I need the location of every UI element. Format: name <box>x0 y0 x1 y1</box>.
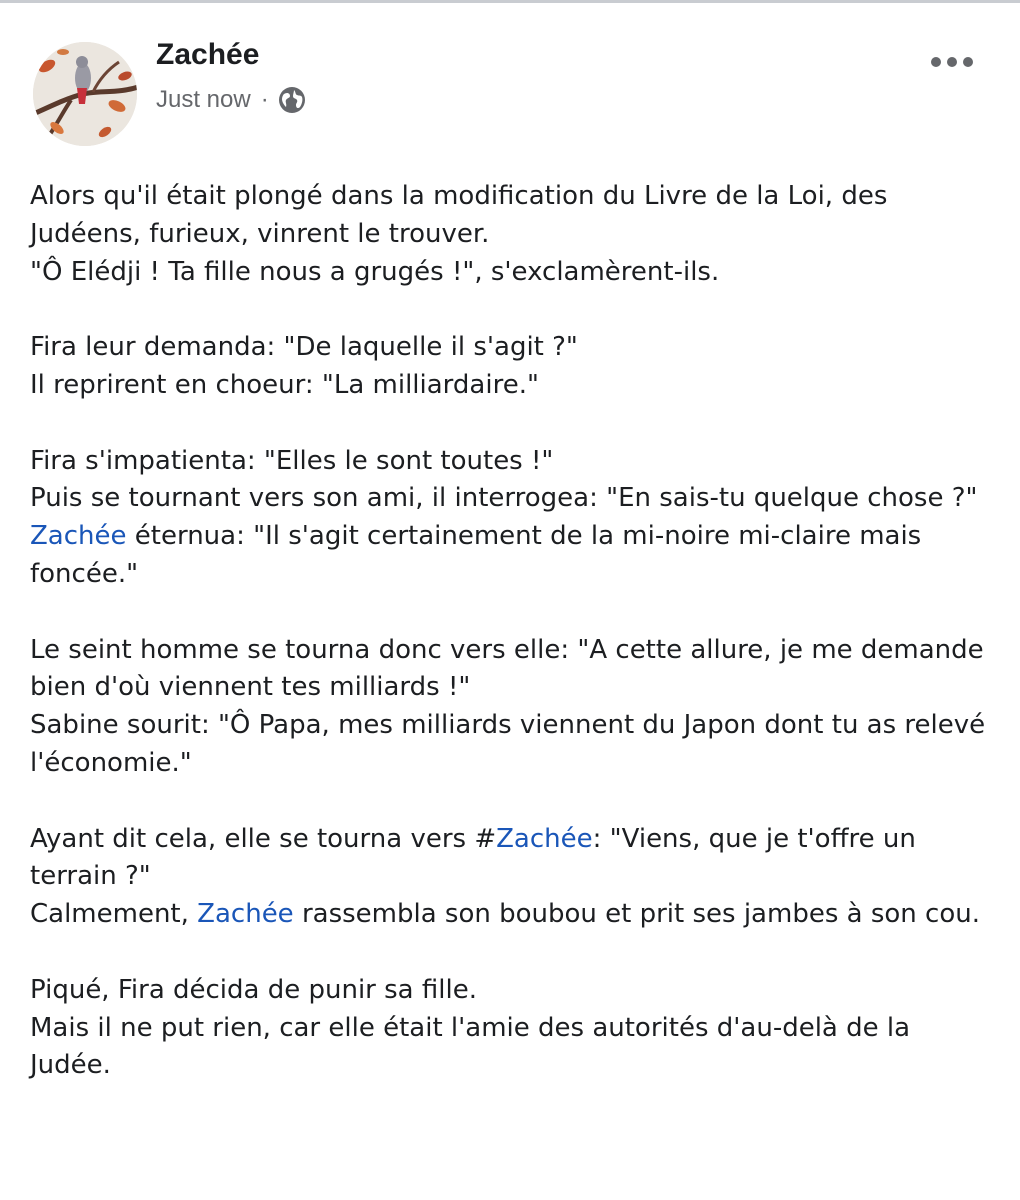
post-line <box>30 632 995 708</box>
text-segment: : "Viens, que je t'offre un terrain ?" <box>30 823 916 892</box>
avatar[interactable] <box>33 42 137 146</box>
post-line <box>30 367 995 405</box>
post-meta <box>156 84 307 116</box>
text-segment: Mais il ne put rien, car elle était l'amie des autorités d'au-delà de la Judée. <box>30 1012 911 1081</box>
text-segment: rassembla son boubou et prit ses jambes à son cou. <box>293 899 980 930</box>
post-timestamp[interactable]: Just now <box>156 86 251 113</box>
meta-separator: · <box>260 86 269 113</box>
more-options-icon <box>930 56 974 68</box>
post-paragraph <box>30 178 995 291</box>
text-segment: Puis se tournant vers son ami, il interrogea: "En sais-tu quelque chose ?" <box>30 483 978 514</box>
post-line <box>30 896 995 934</box>
post-line <box>30 518 995 594</box>
post-line <box>30 1010 995 1086</box>
post-line <box>30 329 995 367</box>
post-line <box>30 707 995 783</box>
text-segment: Ayant dit cela, elle se tourna vers <box>30 823 475 854</box>
post-paragraph <box>30 329 995 405</box>
post-line <box>30 254 995 292</box>
more-options-button[interactable] <box>922 50 982 74</box>
mention-link[interactable]: Zachée <box>197 899 294 930</box>
text-segment: Piqué, Fira décida de punir sa fille. <box>30 974 477 1005</box>
text-segment: Alors qu'il était plongé dans la modification du Livre de la Loi, des Judéens, furieux, vinrent le trouver. <box>30 181 888 249</box>
post-paragraph <box>30 443 995 594</box>
post-line <box>30 178 995 254</box>
text-segment: éternua: "Il s'agit certainement de la mi-noire mi-claire mais foncée." <box>30 521 922 589</box>
text-segment: Sabine sourit: "Ô Papa, mes milliards viennent du Japon dont tu as relevé l'économie." <box>30 710 986 778</box>
mention-link[interactable]: Zachée <box>30 521 127 552</box>
post-line <box>30 443 995 481</box>
text-segment: Fira s'impatienta: "Elles le sont toutes !" <box>30 445 554 476</box>
text-segment: Calmement, <box>30 899 198 930</box>
post-paragraph <box>30 821 995 934</box>
post-paragraph <box>30 632 995 783</box>
author-name[interactable]: Zachée <box>156 38 260 71</box>
avatar-image <box>33 42 137 146</box>
post-line <box>30 480 995 518</box>
globe-icon[interactable] <box>277 85 307 115</box>
post-line <box>30 821 995 897</box>
post-paragraph <box>30 972 995 1085</box>
text-segment: Le seint homme se tourna donc vers elle: "A cette allure, je me demande bien d'où viennent tes milliards !" <box>30 634 984 703</box>
text-segment: Il reprirent en choeur: "La milliardaire." <box>30 369 539 400</box>
text-segment: Fira leur demanda: "De laquelle il s'agit ?" <box>30 332 578 363</box>
post-line <box>30 972 995 1010</box>
hashtag-symbol[interactable]: # <box>474 823 497 854</box>
post-text <box>30 178 995 1085</box>
text-segment: "Ô Elédji ! Ta fille nous a grugés !", s'exclamèrent-ils. <box>30 256 720 287</box>
mention-link[interactable]: Zachée <box>496 823 593 854</box>
